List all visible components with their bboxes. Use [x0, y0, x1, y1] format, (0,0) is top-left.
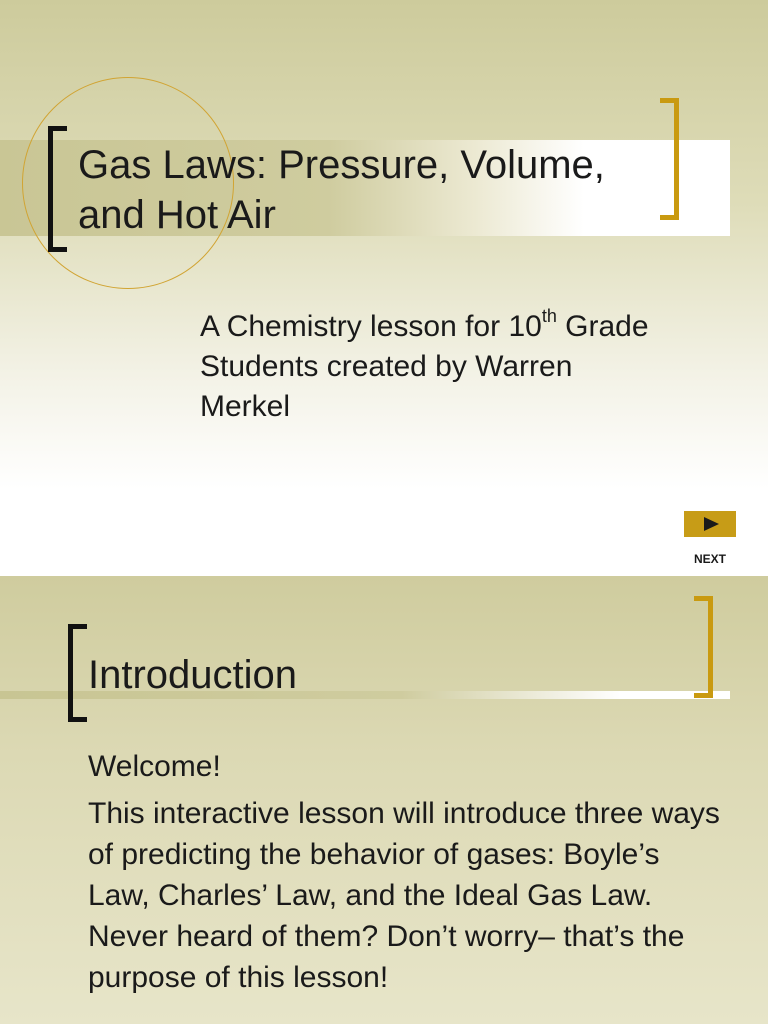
body-paragraph: This interactive lesson will introduce three ways of predicting the behavior of gases: Boyle’s Law, Charles’ Law, and the Ideal Gas Law. Never heard of them? Don’t worry– that’s the purpose of this lesson!	[88, 797, 720, 994]
next-label: NEXT	[693, 552, 726, 566]
slide-subtitle	[200, 307, 670, 427]
slide-title: Introduction	[88, 653, 298, 697]
left-bracket	[48, 126, 67, 252]
subtitle-text: A Chemistry lesson for 10	[200, 310, 542, 343]
slide-title: Gas Laws: Pressure, Volume, and Hot Air	[78, 143, 605, 237]
introduction-slide	[0, 576, 768, 1024]
subtitle-text-continued: Grade Students created by Warren Merkel	[200, 310, 649, 423]
play-triangle-icon	[704, 517, 719, 531]
next-button[interactable]	[684, 511, 736, 537]
slide-body	[88, 746, 728, 1004]
right-bracket	[694, 596, 713, 698]
left-bracket	[68, 624, 87, 722]
subtitle-superscript: th	[541, 306, 557, 326]
body-paragraph: Welcome!	[88, 750, 221, 783]
